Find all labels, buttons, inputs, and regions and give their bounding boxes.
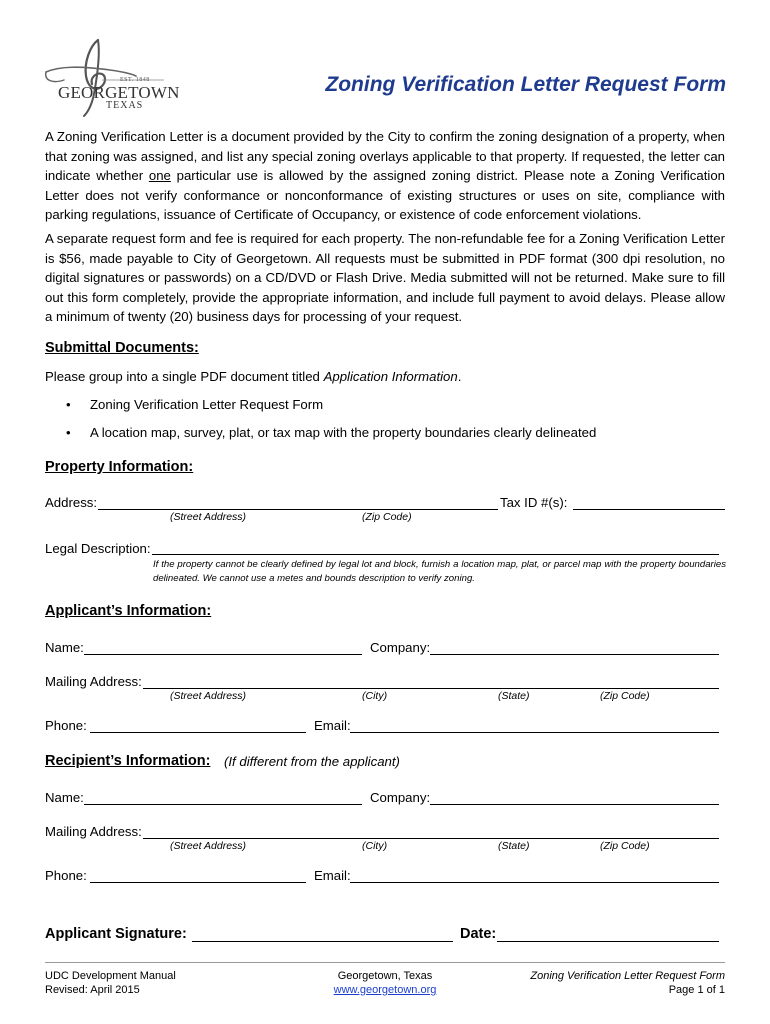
footer-left	[45, 969, 176, 997]
instruction-after: .	[457, 369, 462, 384]
georgetown-logo	[40, 32, 190, 122]
recipient-email-label: Email:	[314, 868, 351, 883]
footer-right	[530, 969, 725, 997]
city-hint: (City)	[362, 840, 388, 852]
zip-code-hint: (Zip Code)	[362, 511, 412, 523]
footer-city: Georgetown, Texas	[337, 970, 433, 982]
applicant-mailing-label: Mailing Address:	[45, 674, 142, 689]
recipient-company-label: Company:	[370, 790, 431, 805]
logo-state: TEXAS	[106, 100, 144, 111]
footer-page-number: Page 1 of 1	[668, 984, 725, 996]
address-label: Address:	[45, 495, 98, 510]
property-heading: Property Information:	[45, 459, 194, 475]
applicant-heading: Applicant’s Information:	[45, 603, 212, 619]
footer-website-link[interactable]: www.georgetown.org	[333, 984, 437, 996]
applicant-email-field[interactable]	[350, 732, 719, 733]
signature-label: Applicant Signature:	[45, 926, 187, 942]
applicant-mailing-field[interactable]	[143, 688, 719, 689]
list-item	[66, 397, 324, 412]
footer-divider	[45, 962, 725, 963]
recipient-mailing-field[interactable]	[143, 838, 719, 839]
date-field[interactable]	[497, 941, 719, 942]
logo-est: EST. 1848	[120, 77, 150, 83]
applicant-email-label: Email:	[314, 718, 351, 733]
submittal-instruction	[45, 369, 461, 384]
legal-description-note: If the property cannot be clearly defined by legal lot and block, furnish a location map, plat, or parcel map with the property boundaries delineated. We cannot use a metes and bounds description to verify zoning.	[153, 559, 726, 584]
date-label: Date:	[460, 926, 497, 942]
recipient-heading: Recipient’s Information:	[45, 753, 211, 769]
state-hint: (State)	[498, 840, 530, 852]
street-address-hint: (Street Address)	[170, 690, 247, 702]
instruction-before: Please group into a single PDF document titled	[45, 369, 324, 384]
state-hint: (State)	[498, 690, 530, 702]
form-title: Zoning Verification Letter Request Form	[325, 73, 726, 96]
instruction-title: Application Information	[323, 369, 458, 384]
bullet-icon: •	[66, 397, 71, 412]
tax-id-field[interactable]	[573, 509, 725, 510]
intro-paragraph-1	[45, 127, 725, 225]
logo-city: GEORGETOWN	[58, 83, 180, 102]
applicant-name-label: Name:	[45, 640, 84, 655]
footer-center	[330, 969, 440, 997]
applicant-company-field[interactable]	[430, 654, 719, 655]
recipient-name-field[interactable]	[84, 804, 362, 805]
zip-code-hint: (Zip Code)	[600, 840, 650, 852]
address-field[interactable]	[98, 509, 498, 510]
street-address-hint: (Street Address)	[170, 511, 247, 523]
bullet-icon: •	[66, 425, 71, 440]
recipient-email-field[interactable]	[350, 882, 719, 883]
footer-revised: Revised: April 2015	[45, 984, 140, 996]
recipient-company-field[interactable]	[430, 804, 719, 805]
recipient-phone-field[interactable]	[90, 882, 306, 883]
recipient-phone-label: Phone:	[45, 868, 87, 883]
list-item	[66, 425, 597, 440]
applicant-company-label: Company:	[370, 640, 431, 655]
submittal-heading: Submittal Documents:	[45, 340, 199, 356]
legal-description-label: Legal Description:	[45, 541, 151, 556]
footer-manual: UDC Development Manual	[45, 970, 176, 982]
applicant-phone-field[interactable]	[90, 732, 306, 733]
zip-code-hint: (Zip Code)	[600, 690, 650, 702]
intro-p1-before: A Zoning Verification Letter is a document provided by the City to confirm the zoning designation of a property, when that zoning was assigned, and list any special zoning overlays applicable to that property. If requested, the letter can indicate whether	[45, 129, 725, 183]
street-address-hint: (Street Address)	[170, 840, 247, 852]
recipient-subheading: (If different from the applicant)	[224, 754, 400, 769]
signature-field[interactable]	[192, 941, 453, 942]
bullet-text-2: A location map, survey, plat, or tax map with the property boundaries clearly delineated	[90, 425, 597, 440]
applicant-phone-label: Phone:	[45, 718, 87, 733]
intro-p1-underlined: one	[148, 168, 171, 183]
recipient-name-label: Name:	[45, 790, 84, 805]
legal-description-field[interactable]	[152, 554, 719, 555]
intro-p1-after: particular use is allowed by the assigned zoning district. Please note a Zoning Verification Letter does not verify conformance or nonconformance of existing structures or uses on site, compliance with parking regulations, issuance of Certificate of Occupancy, or existence of code enforcement violations.	[45, 168, 725, 222]
city-hint: (City)	[362, 690, 388, 702]
bullet-text-1: Zoning Verification Letter Request Form	[90, 397, 324, 412]
footer-form-name: Zoning Verification Letter Request Form	[530, 970, 725, 982]
intro-paragraph-2: A separate request form and fee is required for each property. The non-refundable fee for a Zoning Verification Letter is $56, made payable to City of Georgetown. All requests must be submitted in PDF format (300 dpi resolution, no digital signatures or passwords) on a CD/DVD or Flash Drive. Media submitted will not be returned. Make sure to fill out this form completely, provide the appropriate information, and include full payment to avoid delays. Please allow a minimum of twenty (20) business days for processing of your request.	[45, 231, 725, 324]
recipient-mailing-label: Mailing Address:	[45, 824, 142, 839]
applicant-name-field[interactable]	[84, 654, 362, 655]
tax-id-label: Tax ID #(s):	[500, 495, 568, 510]
